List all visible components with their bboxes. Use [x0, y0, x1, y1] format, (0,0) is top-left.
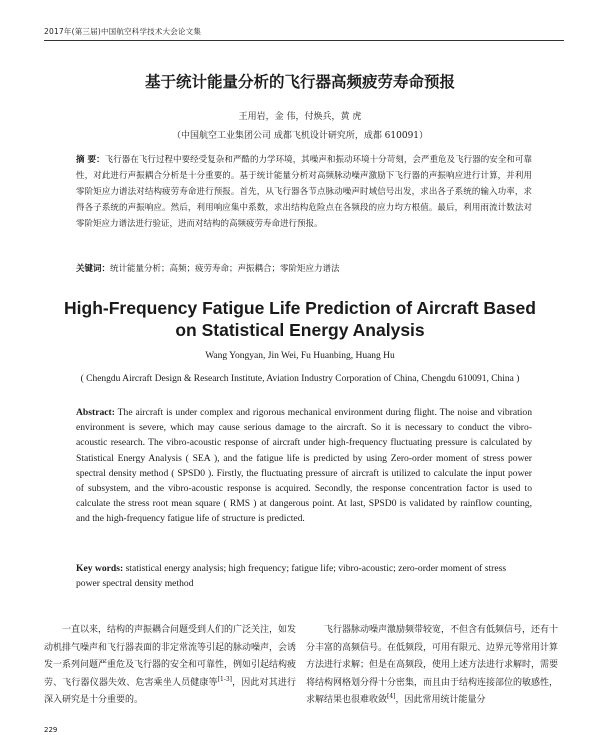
body-column-right	[306, 622, 558, 710]
chinese-keywords	[76, 262, 532, 276]
chinese-affiliation: （中国航空工业集团公司 成都飞机设计研究所，成都 610091）	[171, 131, 429, 141]
chinese-title: 基于统计能量分析的飞行器高频疲劳寿命预报	[144, 73, 455, 91]
body-column-left	[44, 622, 296, 710]
chinese-abstract	[76, 152, 532, 232]
body-right-tail: ，因此常用统计能量分	[395, 695, 486, 705]
chinese-authors: 王用岩，金 伟，付焕兵，黄 虎	[238, 112, 362, 122]
body-right-text: 飞行器脉动噪声激励频带较宽，不但含有低频信号，还有十分丰富的高频信号。在低频段，可用有限元、边界元等常用计算方法进行求解；但是在高频段，使用上述方法进行求解时，需要将结构网格划分得十分密集，而且由于结构连接部位的敏感性，求解结果也很难收敛	[306, 625, 559, 705]
running-head: 2017年(第三届)中国航空科学技术大会论文集	[44, 27, 202, 36]
english-abstract	[76, 405, 532, 527]
english-keywords-label: Key words:	[76, 563, 124, 574]
chinese-abstract-label: 摘 要：	[76, 155, 105, 165]
chinese-abstract-text: 飞行器在飞行过程中要经受复杂和严酷的力学环境，其噪声和振动环境十分苛刻，会严重危及飞行器的安全和可靠性，对此进行声振耦合分析是十分重要的。基于统计能量分析对高频脉动噪声激励下飞行器的声振响应进行计算，并利用零阶矩应力谱法对结构疲劳寿命进行预报。首先，从飞行器各节点脉动噪声时域信号出发，求出各子系统的输入功率，求得各子系统的声振响应。然后，利用响应集中系数，求出结构危险点在各频段的应力均方根值。最后，利用雨流计数法对零阶矩应力谱法进行验证，进而对结构的高频疲劳寿命进行预报。	[76, 155, 532, 229]
english-authors: Wang Yongyan, Jin Wei, Fu Huanbing, Huang Hu	[205, 351, 395, 361]
english-keywords-text: statistical energy analysis; high frequency; fatigue life; vibro-acoustic; zero-order moment of stress power spectral density method	[76, 563, 507, 589]
body-left-text: 一直以来，结构的声振耦合问题受到人们的广泛关注，如发动机排气噪声和飞行器表面的非定常流等引起的脉动噪声，会诱发一系列问题严重危及飞行器的安全和可靠性，例如引起结构疲劳、飞行器仪器失效、危害乘坐人员健康等	[44, 625, 297, 688]
english-title: High-Frequency Fatigue Life Prediction of Aircraft Based on Statistical Energy Analysis	[64, 298, 536, 340]
english-abstract-text: The aircraft is under complex and rigorous mechanical environment during flight. The noise and vibration environment is severe, which may cause serious damage to the aircraft. So it is necessary to conduct the vibro-acoustic research. The vibro-acoustic response of aircraft under high-frequency fluctuating pressure is calculated by Statistical Energy Analysis ( SEA ), and the fatigue life is predicted by using Zero-order moment of stress power spectral density method ( SPSD0 ). Firstly, the fluctuating pressure of aircraft is utilized to calculate the input power of subsystem, and the vibro-acoustic response is acquired. Secondly, the response concentration factor is used to calculate the stress root mean square ( RMS ) at dangerous point. At last, SPSD0 is validated by rainflow counting, and the high-frequency fatigue life of structure is predicted.	[76, 407, 532, 525]
english-affiliation: ( Chengdu Aircraft Design & Research Institute, Aviation Industry Corporation of China, Chengdu 610091, China )	[80, 374, 520, 384]
citation-ref: [1-3]	[217, 675, 232, 683]
citation-ref: [4]	[387, 693, 396, 700]
english-keywords	[76, 561, 532, 591]
chinese-keywords-label: 关键词：	[76, 264, 111, 274]
page-number: 229	[44, 726, 58, 734]
body-left-tail: ，因此对其进行深入研究是十分重要的。	[44, 677, 296, 705]
header-rule	[44, 40, 564, 41]
chinese-keywords-text: 统计能量分析；高频；疲劳寿命；声振耦合；零阶矩应力谱法	[110, 264, 340, 274]
english-abstract-label: Abstract:	[76, 407, 115, 418]
